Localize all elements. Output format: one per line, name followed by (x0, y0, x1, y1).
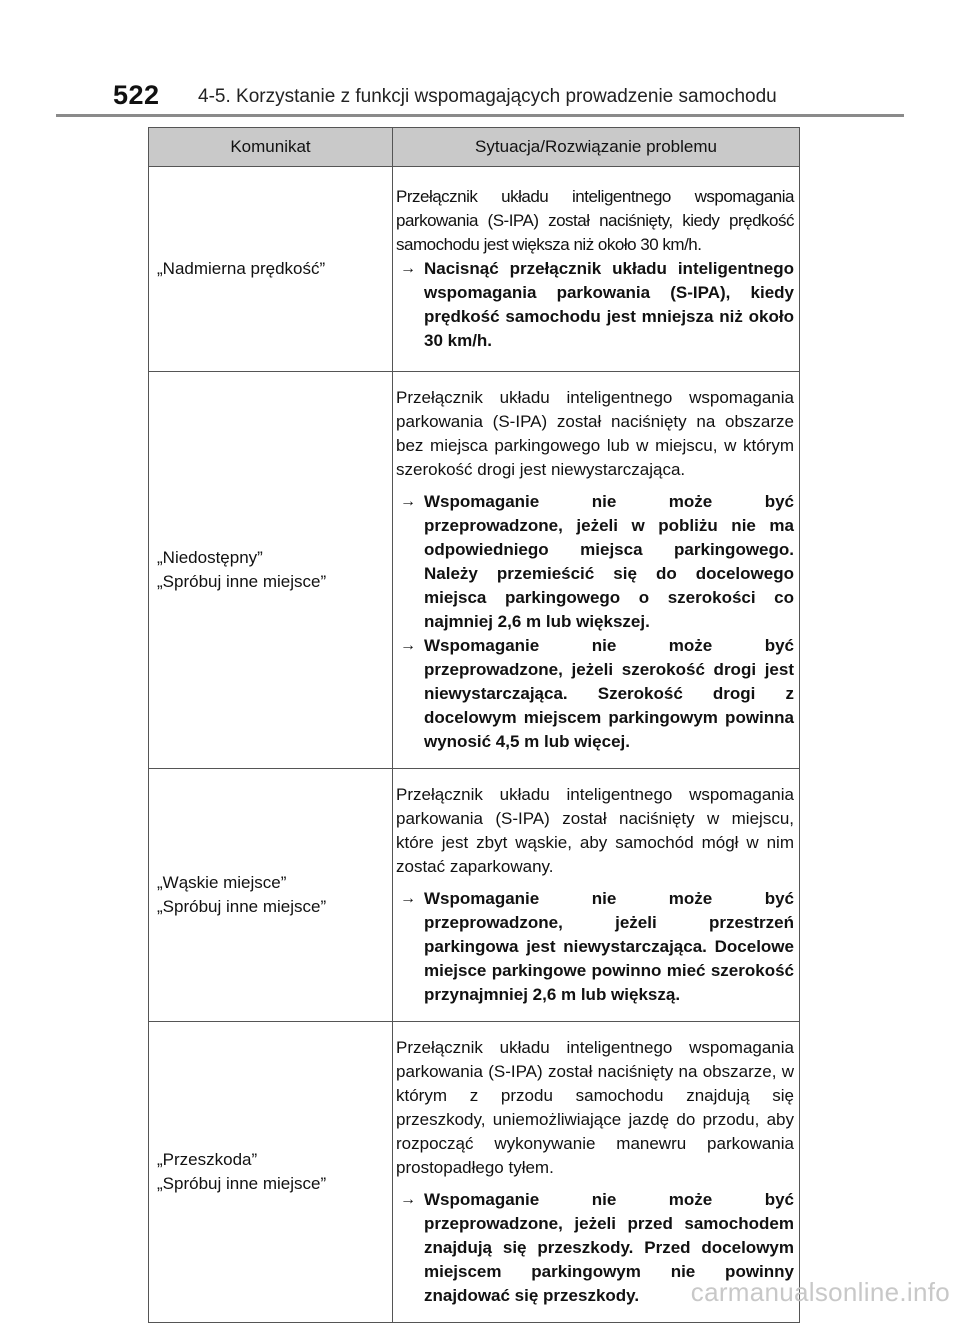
situation-text: Przełącznik układu inteligentnego wspomagania parkowania (S-IPA) został naciśnięty na obszarze, w którym z przodu samochodu znajdują się przeszkody, uniemożliwiające jazdę do przodu, aby rozpocząć wykonywanie manewru parkowania prostopadłego tyłem. (396, 1038, 794, 1177)
message-text: „Spróbuj inne miejsce” (157, 897, 327, 916)
message-text: „Niedostępny” (157, 548, 263, 567)
arrow-right-icon: → (400, 1191, 416, 1208)
column-header-message: Komunikat (149, 128, 393, 167)
section-title: 4-5. Korzystanie z funkcji wspomagających prowadzenie samochodu (198, 86, 777, 107)
table-header-row (149, 128, 800, 167)
arrow-right-icon: → (400, 890, 416, 907)
messages-table (148, 127, 800, 1323)
arrow-right-icon: → (400, 637, 416, 654)
message-cell (149, 1022, 393, 1323)
message-text: „Spróbuj inne miejsce” (157, 572, 327, 591)
solution-action (396, 490, 794, 634)
solution-action-text: Wspomaganie nie może być przeprowadzone, jeżeli szerokość drogi jest niewystarczająca. Szerokość drogi z docelowym miejscem parkingowym powinna wynosić 4,5 m lub więcej. (424, 636, 794, 751)
watermark: carmanualsonline.info (690, 1277, 950, 1307)
table-row (149, 167, 800, 372)
column-header-solution: Sytuacja/Rozwiązanie problemu (393, 128, 800, 167)
solution-cell (393, 769, 800, 1022)
situation-text: Przełącznik układu inteligentnego wspomagania parkowania (S-IPA) został naciśnięty, kiedy prędkość samochodu jest większa niż około 30 km/h. (396, 187, 794, 254)
solution-cell (393, 372, 800, 769)
page-header (0, 0, 960, 120)
solution-action (396, 887, 794, 1007)
solution-action-text: Nacisnąć przełącznik układu inteligentnego wspomagania parkowania (S-IPA), kiedy prędkość samochodu jest mniejsza niż około 30 km/h. (424, 259, 794, 350)
table-row (149, 769, 800, 1022)
table-row (149, 372, 800, 769)
situation-text: Przełącznik układu inteligentnego wspomagania parkowania (S-IPA) został naciśnięty w miejscu, które jest zbyt wąskie, aby samochód mógł w nim zostać zaparkowany. (396, 785, 794, 876)
solution-action (396, 257, 794, 353)
solution-action (396, 634, 794, 754)
arrow-right-icon: → (400, 260, 416, 277)
header-divider (56, 114, 904, 117)
message-text: „Nadmierna prędkość” (157, 259, 326, 278)
arrow-right-icon: → (400, 493, 416, 510)
message-text: „Spróbuj inne miejsce” (157, 1174, 327, 1193)
message-cell (149, 769, 393, 1022)
message-text: „Przeszkoda” (157, 1150, 258, 1169)
solution-cell (393, 167, 800, 372)
solution-action-text: Wspomaganie nie może być przeprowadzone, jeżeli przestrzeń parkingowa jest niewystarczająca. Docelowe miejsce parkingowe powinno mieć szerokość przynajmniej 2,6 m lub większą. (424, 889, 794, 1004)
message-cell (149, 167, 393, 372)
solution-action-text: Wspomaganie nie może być przeprowadzone, jeżeli przed samochodem znajdują się przeszkody. Przed docelowym miejscem parkingowym nie powinny znajdować się przeszkody. (424, 1190, 794, 1305)
solution-action-text: Wspomaganie nie może być przeprowadzone, jeżeli w pobliżu nie ma odpowiedniego miejsca parkingowego. Należy przemieścić się do docelowego miejsca parkingowego o szerokości co najmniej 2,6 m lub większej. (424, 492, 794, 631)
message-text: „Wąskie miejsce” (157, 873, 287, 892)
message-cell (149, 372, 393, 769)
situation-text: Przełącznik układu inteligentnego wspomagania parkowania (S-IPA) został naciśnięty na obszarze bez miejsca parkingowego lub w miejscu, w którym szerokość drogi jest niewystarczająca. (396, 388, 794, 479)
page-number: 522 (113, 80, 160, 110)
